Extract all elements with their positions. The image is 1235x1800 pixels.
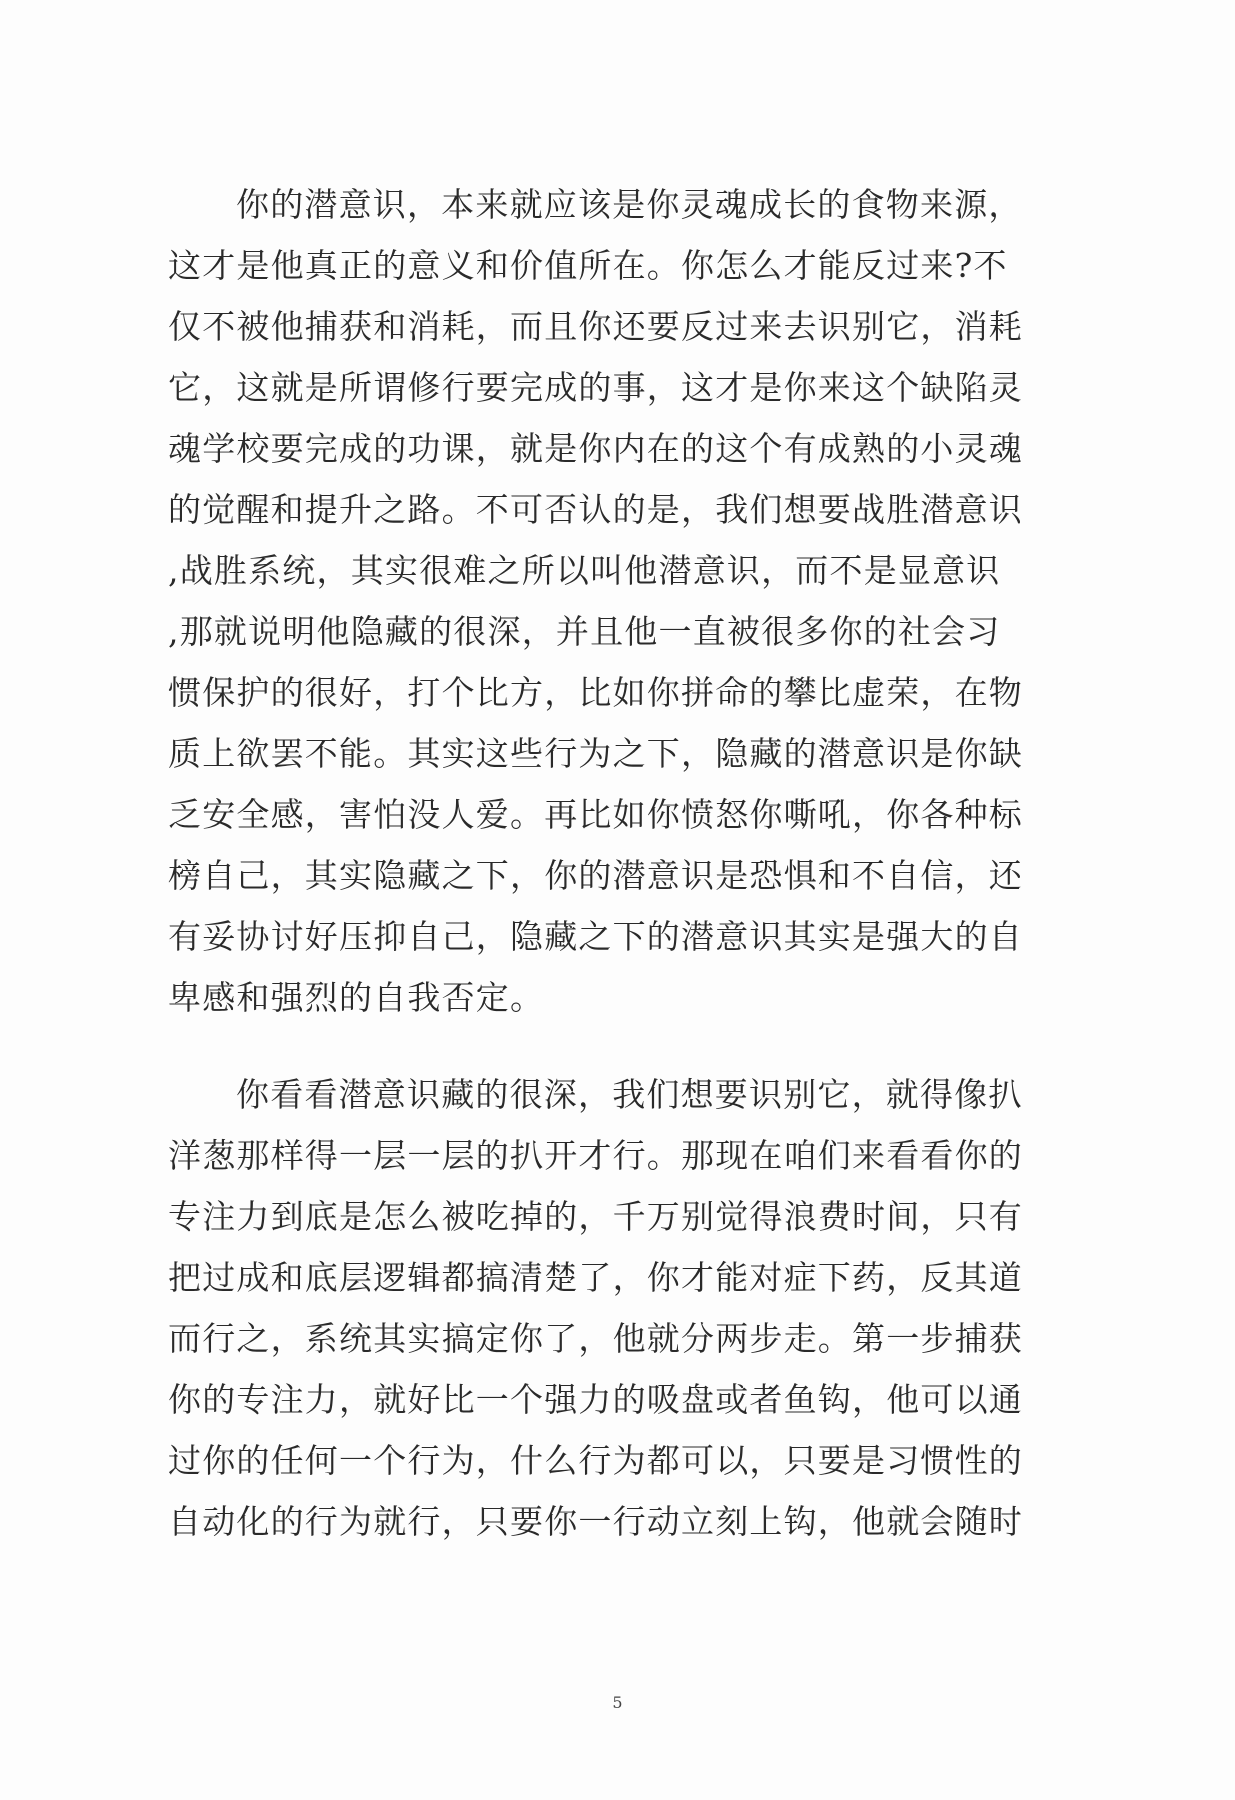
paragraph-line: 的觉醒和提升之路。不可否认的是，我们想要战胜潜意识 bbox=[168, 490, 1023, 529]
paragraph-line: 你看看潜意识藏的很深，我们想要识别它，就得像扒 bbox=[236, 1075, 1023, 1114]
paragraph-line: ,那就说明他隐藏的很深，并且他一直被很多你的社会习 bbox=[168, 612, 1001, 651]
paragraph-line: ,战胜系统，其实很难之所以叫他潜意识，而不是显意识 bbox=[168, 551, 1001, 590]
paragraph-line: 惯保护的很好，打个比方，比如你拼命的攀比虚荣，在物 bbox=[168, 673, 1023, 712]
paragraph-line: 你的潜意识，本来就应该是你灵魂成长的食物来源， bbox=[236, 185, 1023, 224]
paragraph-line: 榜自己，其实隐藏之下，你的潜意识是恐惧和不自信，还 bbox=[168, 856, 1023, 895]
paragraph-line: 有妥协讨好压抑自己，隐藏之下的潜意识其实是强大的自 bbox=[168, 917, 1023, 956]
paragraph-line: 魂学校要完成的功课，就是你内在的这个有成熟的小灵魂 bbox=[168, 429, 1023, 468]
paragraph-line: 它，这就是所谓修行要完成的事，这才是你来这个缺陷灵 bbox=[168, 368, 1023, 407]
paragraph-line: 仅不被他捕获和消耗，而且你还要反过来去识别它，消耗 bbox=[168, 307, 1023, 346]
paragraph-line: 专注力到底是怎么被吃掉的，千万别觉得浪费时间，只有 bbox=[168, 1197, 1023, 1236]
paragraph bbox=[168, 1064, 1023, 1552]
paragraph-line: 把过成和底层逻辑都搞清楚了，你才能对症下药，反其道 bbox=[168, 1258, 1023, 1297]
page-number: 5 bbox=[612, 1693, 623, 1712]
paragraph-line: 自动化的行为就行，只要你一行动立刻上钩，他就会随时 bbox=[168, 1502, 1023, 1541]
paragraph bbox=[168, 174, 1023, 1028]
paragraph-line: 过你的任何一个行为，什么行为都可以，只要是习惯性的 bbox=[168, 1441, 1023, 1480]
paragraph-line: 这才是他真正的意义和价值所在。你怎么才能反过来?不 bbox=[168, 246, 1008, 285]
paragraph-line: 你的专注力，就好比一个强力的吸盘或者鱼钩，他可以通 bbox=[168, 1380, 1023, 1419]
paragraph-line: 洋葱那样得一层一层的扒开才行。那现在咱们来看看你的 bbox=[168, 1136, 1023, 1175]
paragraph-line: 卑感和强烈的自我否定。 bbox=[168, 978, 545, 1017]
paragraph-line: 乏安全感，害怕没人爱。再比如你愤怒你嘶吼，你各种标 bbox=[168, 795, 1023, 834]
paragraph-line: 质上欲罢不能。其实这些行为之下，隐藏的潜意识是你缺 bbox=[168, 734, 1023, 773]
paragraph-line: 而行之，系统其实搞定你了，他就分两步走。第一步捕获 bbox=[168, 1319, 1023, 1358]
